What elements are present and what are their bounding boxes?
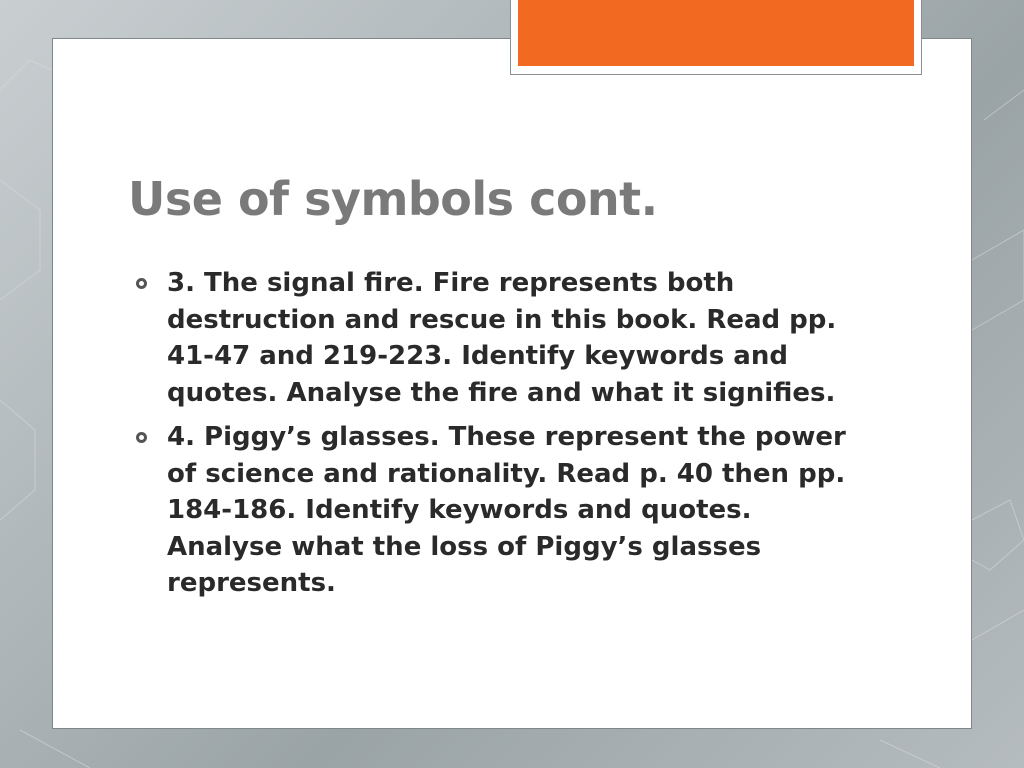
bullet-item (134, 419, 874, 602)
bullet-text: 4. Piggy’s glasses. These represent the power of science and rationality. Read p. 40 then pp. 184-186. Identify keywords and quotes. Analyse what the loss of Piggy’s glasses represents. (167, 422, 846, 598)
slide-title: Use of symbols cont. (128, 172, 658, 226)
bullet-list (134, 265, 874, 610)
accent-bar (518, 0, 914, 66)
bullet-text: 3. The signal fire. Fire represents both destruction and rescue in this book. Read pp. 41-47 and 219-223. Identify keywords and quotes. Analyse the fire and what it signifies. (167, 268, 837, 408)
hollow-circle-bullet-icon (136, 278, 147, 289)
bullet-item (134, 265, 874, 411)
hollow-circle-bullet-icon (136, 432, 147, 443)
